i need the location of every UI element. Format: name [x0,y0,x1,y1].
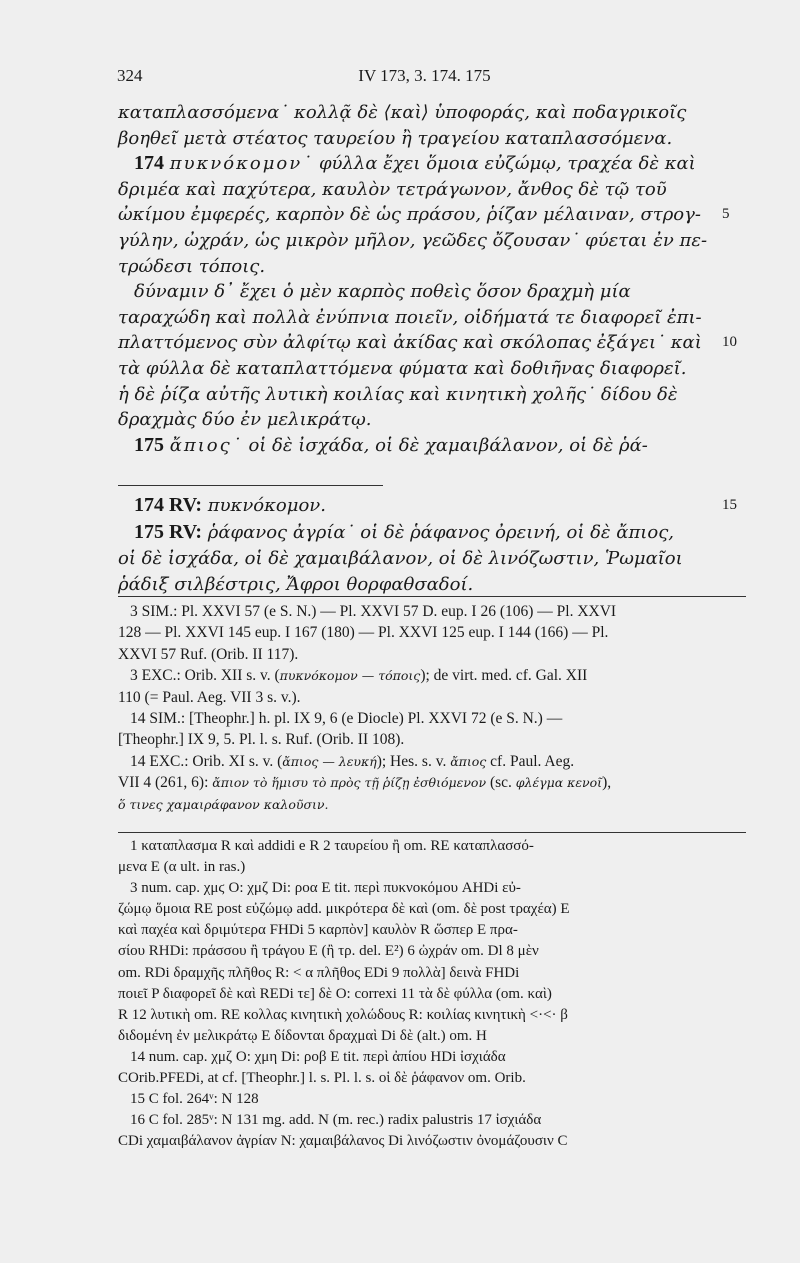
apparatus-line: καὶ παχέα καὶ δριμύτερα FHDi 5 καρπὸν] καυλὸν R ὥσπερ E πρα- [118,922,518,939]
running-header [117,66,732,90]
apparatus-line: σίου RHDi: πράσσου ἢ τράγου E (ἢ τρ. del. E²) 6 ὠχράν om. Dl 8 μὲν [118,943,539,960]
apparatus-line: 3 num. cap. χμϛ O: χμζ Di: ροα E tit. περὶ πυκνοκόμου AHDi εὐ- [130,880,521,897]
divider [118,832,746,833]
text-line: γύλην, ὠχράν, ὡς μικρὸν μῆλον, γεῶδες ὄζουσαν˙ φύεται ἐν πε- [118,229,708,251]
apparatus-line: διδομένη ἐν μελικράτῳ E δίδονται δραχμαὶ Di δὲ (alt.) om. H [118,1027,487,1044]
text-line: 175 ἄπιος˙ οἱ δὲ ἰσχάδα, οἱ δὲ χαμαιβάλανον, οἱ δὲ ῥά- [134,433,648,456]
apparatus-line: 1 καταπλασμα R καὶ addidi e R 2 ταυρείου ἢ om. RE καταπλασσό- [130,838,534,854]
text-line: ταραχώδη καὶ πολλὰ ἐνύπνια ποιεῖν, οἰδήματά τε διαφορεῖ ἐπι- [118,306,702,328]
running-title: IV 173, 3. 174. 175 [358,66,491,85]
variant-names [118,492,737,598]
text-line: ὠκίμου ἐμφερές, καρπὸν δὲ ὡς πράσου, ῥίζαν μέλαιναν, στρογ- 5 [118,202,718,228]
apparatus-line: CDi χαμαιβάλανον ἀγρίαν N: χαμαιβάλανος Di λινόζωστιν ὀνομάζουσιν C [118,1133,568,1150]
apparatus-line: 3 SIM.: Pl. XXVI 57 (e S. N.) — Pl. XXVI 57 D. eup. I 26 (106) — Pl. XXVI [130,603,617,620]
apparatus-line: ποιεῖ P διαφορεῖ δὲ καὶ REDi τε] δὲ O: correxi 11 τὰ δὲ φύλλα (om. καὶ) [118,985,552,1002]
line-number: 10 [722,334,737,351]
main-text [118,100,737,458]
text-line: πλαττόμενος σὺν ἀλφίτῳ καὶ ἀκίδας καὶ σκόλοπας ἐξάγει˙ καὶ 10 [118,330,718,356]
apparatus-line: 3 EXC.: Orib. XII s. v. (πυκνόκομον — τόποις); de virt. med. cf. Gal. XII [130,667,588,685]
text-line: 174 RV: πυκνόκομον. 15 [134,494,737,516]
text-line: οἱ δὲ ἰσχάδα, οἱ δὲ χαμαιβάλανον, οἱ δὲ λινόζωστιν, Ῥωμαῖοι [118,548,683,569]
apparatus-line: 16 C fol. 285ᵛ: N 131 mg. add. N (m. rec.) radix palustris 17 ἰσχιάδα [130,1112,542,1129]
line-number: 5 [722,206,730,223]
text-line: βοηθεῖ μετὰ στέατος ταυρείου ἢ τραγείου καταπλασσόμενα. [118,127,673,149]
text-line: 174 πυκνόκομον˙ φύλλα ἔχει ὅμοια εὐζώμῳ, τραχέα δὲ καὶ [134,152,696,175]
apparatus-line: 14 EXC.: Orib. XI s. v. (ἄπιος — λευκή); Hes. s. v. ἄπιος cf. Paul. Aeg. [130,752,575,770]
apparatus-line: om. RDi δραμχῆς πλῆθος R: < α πλῆθος EDi 9 πολλὰ] δεινὰ FHDi [118,964,520,981]
apparatus-line: 14 num. cap. χμζ O: χμη Di: ροβ E tit. περὶ ἀπίου HDi ἰσχιάδα [130,1048,506,1065]
apparatus-line: VII 4 (261, 6): ἄπιον τὸ ἥμισυ τὸ πρὸς τῇ ῥίζῃ ἐσθιόμενον (sc. φλέγμα κενοῖ), [118,774,612,792]
apparatus-line: ὅ τινες χαμαιράφανον καλοῦσιν. [118,796,329,812]
text-line: 175 RV: ῥάφανος ἀγρία˙ οἱ δὲ ῥάφανος ὀρεινή, οἱ δὲ ἄπιος, [134,521,674,543]
text-line: δριμέα καὶ παχύτερα, καυλὸν τετράγωνον, ἄνθος δὲ τῷ τοῦ [118,178,667,200]
divider [118,596,746,597]
apparatus-line: 14 SIM.: [Theophr.] h. pl. IX 9, 6 (e Diocle) Pl. XXVI 72 (e S. N.) — [130,710,563,728]
chapter-lemma: πυκνόκομον˙ [169,153,314,175]
text-line: δραχμὰς δύο ἐν μελικράτῳ. [118,409,372,431]
apparatus-line: [Theophr.] IX 9, 5. Pl. l. s. Ruf. (Orib. II 108). [118,731,405,749]
page-number: 324 [117,66,143,85]
text-line: τρώδεσι τόποις. [118,255,266,277]
apparatus-line: 110 (= Paul. Aeg. VII 3 s. v.). [118,688,301,706]
apparatus-line: 15 C fol. 264ᵛ: N 128 [130,1091,259,1108]
text-line: τὰ φύλλα δὲ καταπλαττόμενα φύματα καὶ δοθιῆνας διαφορεῖ. [118,357,687,379]
text-line: δύναμιν δ᾽ ἔχει ὁ μὲν καρπὸς ποθεὶς ὅσον δραχμὴ μία [134,281,631,303]
chapter-lemma: ἄπιος˙ [169,434,243,456]
apparatus-line: μενα E (α ult. in ras.) [118,859,246,876]
text-line: καταπλασσόμενα˙ κολλᾷ δὲ ⟨καὶ⟩ ὑποφοράς, καὶ ποδαγρικοῖς [118,102,687,123]
apparatus-line: COrib.PFEDi, at cf. [Theophr.] l. s. Pl. l. s. οἱ δὲ ῥάφανον om. Orib. [118,1070,526,1087]
testimonia-apparatus [118,601,748,815]
line-number: 15 [722,497,737,513]
chapter-number: 175 [134,433,164,456]
chapter-number: 174 [134,152,164,175]
text-line: ῥάδιξ σιλβέστρις, Ἄφροι θορφαθσαδοί. [118,574,474,595]
apparatus-line: XXVI 57 Ruf. (Orib. II 117). [118,645,299,663]
apparatus-line: ζώμῳ ὅμοια RE post εὐζώμῳ add. μικρότερα δὲ καὶ (om. δὲ post τραχέα) E [118,901,570,918]
divider [118,485,383,486]
text-line: ἡ δὲ ῥίζα αὐτῆς λυτικὴ κοιλίας καὶ κινητικὴ χολῆς˙ δίδου δὲ [118,383,678,405]
critical-apparatus [118,836,748,1152]
apparatus-line: 128 — Pl. XXVI 145 eup. I 167 (180) — Pl. XXVI 125 eup. I 144 (166) — Pl. [118,624,609,642]
apparatus-line: R 12 λυτικὴ om. RE κολλας κινητικὴ χολώδους R: κοιλίας κινητικὴ <·<· β [118,1006,568,1023]
